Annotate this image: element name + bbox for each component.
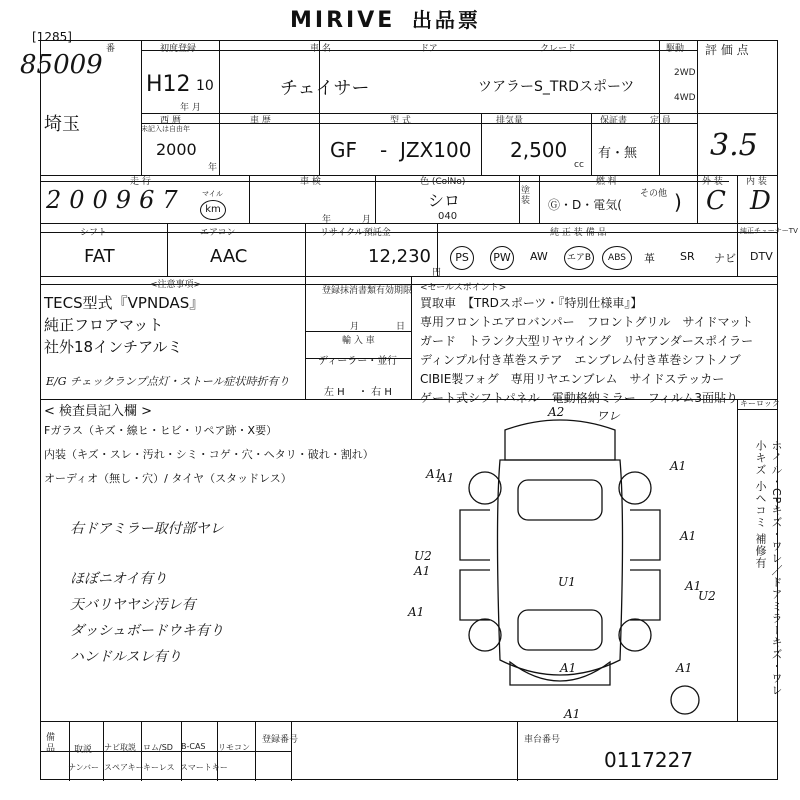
damage-mark: A1	[680, 529, 697, 543]
damage-mark: A2	[548, 405, 565, 419]
damage-mark: U2	[698, 589, 716, 603]
model-dash: -	[380, 138, 388, 162]
note-handwritten: E/G チェックランプ点灯・ストール症状時折有り	[46, 375, 290, 388]
damage-mark: U1	[558, 575, 576, 589]
model-year: 2000	[156, 140, 197, 159]
displacement: 2,500	[510, 138, 568, 162]
audio-line: オーディオ（無し・穴）/ タイヤ（スタッドレス）	[44, 472, 292, 485]
glass-line: Fガラス（キズ・線ヒ・ヒビ・リペア跡・X要）	[44, 424, 278, 437]
equip-pw: PW	[490, 246, 514, 270]
label-ban: 番	[106, 44, 116, 54]
chassis-number: 0117227	[604, 748, 694, 772]
label-mile-unit: マイル	[202, 190, 223, 198]
label-fuel: 燃 料	[596, 177, 617, 187]
displacement-unit: cc	[574, 160, 584, 170]
label-reg-expiry: 登録抹消書類有効期限	[322, 286, 413, 296]
equip-leather: 革	[644, 252, 655, 265]
color-name: シロ	[428, 191, 461, 210]
comment-line: ダッシュボードウキ有り	[70, 623, 224, 639]
warranty-value: 有・無	[598, 146, 638, 161]
car-name: チェイサー	[280, 78, 370, 99]
equip-airbag: エアB	[564, 246, 594, 270]
label-first-reg: 初度登録	[160, 44, 197, 54]
footer-remote: リモコン	[218, 743, 250, 752]
equip-ps: PS	[450, 246, 474, 270]
lot-number: 85009	[20, 50, 103, 80]
evaluation-score: 3.5	[710, 128, 758, 163]
label-owner-history: 車 歴	[250, 116, 271, 126]
footer-plate: ナンバー	[68, 763, 100, 772]
form-name: 出品票	[411, 8, 481, 32]
equip-navi: ナビ	[714, 252, 736, 265]
label-inspection: 車 検	[300, 177, 321, 187]
grade-name: ツアラーS_TRDスポーツ	[478, 79, 635, 95]
footer-rom: ロム/SD	[143, 743, 173, 752]
footer-smart-key: スマートキー	[180, 763, 228, 772]
sales-point: ゲート式シフトパネル 電動格納ミラー フィルム3面貼り	[420, 391, 738, 405]
label-grade: クレード	[540, 44, 577, 54]
label-shift: シフト	[80, 228, 108, 238]
label-sales-points: <セールスポイント>	[420, 283, 507, 293]
label-drive: 駆動	[666, 44, 685, 54]
equip-sr: SR	[680, 250, 695, 263]
sales-point: 専用フロントエアロバンパー フロントグリル サイドマット	[420, 315, 754, 329]
label-chassis-number: 車台番号	[524, 735, 561, 745]
interior-grade: D	[750, 186, 771, 216]
equip-dtv: DTV	[750, 250, 773, 263]
reg-day: 日	[396, 322, 406, 332]
label-capacity: 定 員	[650, 116, 671, 126]
damage-mark: A1	[426, 467, 443, 481]
comment-line: ハンドルスレ有り	[70, 649, 182, 665]
color-code: 040	[438, 211, 458, 222]
label-year: 西 暦	[160, 116, 181, 126]
comment-line: 天バリヤヤシ汚レ有	[70, 597, 196, 613]
label-car-name: 車 名	[310, 44, 331, 54]
model-prefix: GF	[330, 138, 358, 162]
notes-list	[44, 292, 204, 358]
damage-mark: A1	[670, 459, 687, 473]
inspector-comments	[70, 518, 224, 666]
damage-mark: A1	[438, 471, 455, 485]
sales-point: CIBIE製フォグ 専用リヤエンブレム サイドステッカー	[420, 372, 725, 386]
form-title	[290, 4, 481, 33]
label-recycle: リサイクル預託金	[320, 228, 391, 238]
label-tv-tuner: 純正チューナーTV	[740, 227, 798, 235]
drive-2wd: 2WD	[674, 68, 696, 78]
sales-point: ガード トランク大型リヤウイング リヤアンダースポイラー	[420, 334, 754, 348]
label-model: 型 式	[390, 116, 411, 126]
damage-mark: A1	[408, 605, 425, 619]
exterior-grade: C	[706, 186, 726, 216]
note-line: TECS型式『VPNDAS』	[44, 294, 205, 312]
label-keylock: キーロック	[740, 399, 780, 408]
km-circle	[200, 200, 226, 220]
label-displacement: 排気量	[496, 116, 524, 126]
car-damage-diagram	[400, 400, 736, 720]
footer-manual: 取説	[74, 745, 93, 755]
label-fuel-other: その他	[640, 189, 668, 199]
equipment-list	[446, 246, 780, 270]
label-door: ドア	[420, 44, 438, 54]
footer-spare-key: スペアキー	[104, 763, 144, 772]
reg-month: 月	[350, 322, 360, 332]
footer-navi-manual: ナビ取説	[104, 743, 136, 752]
damage-mark: A1	[560, 661, 577, 675]
sales-point: ディンプル付き革巻ステア エンブレム付き革巻シフトノブ	[420, 353, 741, 367]
label-equipment: 純 正 装 備 品	[550, 228, 607, 238]
label-spare-items: 備品	[46, 733, 56, 754]
recycle-fee: 12,230	[368, 246, 431, 267]
drive-4wd: 4WD	[674, 93, 696, 103]
damage-mark: A1	[685, 579, 702, 593]
recycle-yen: 円	[432, 268, 442, 278]
import-lh: 左 H	[324, 387, 345, 398]
label-paint: 塗 装	[521, 186, 531, 206]
comment-line: ほぼニオイ有り	[70, 571, 168, 587]
label-import: 輸 入 車	[342, 336, 375, 346]
interior-line: 内装（キズ・スレ・汚れ・シミ・コゲ・穴・ヘタリ・破れ・割れ）	[44, 448, 374, 461]
note-line: 純正フロアマット	[44, 316, 164, 334]
label-exterior: 外 装	[702, 177, 723, 187]
label-mileage: 走 行	[130, 177, 151, 187]
first-reg-month: 10	[196, 78, 214, 94]
equip-aw: AW	[530, 250, 548, 263]
label-warranty: 保証書	[600, 116, 628, 126]
import-dealer: ディーラー・並行	[318, 356, 398, 367]
side-legend: ホイル・CPキズ・ワレ／ドアミラーキズ・ワレ 小キズ 小ヘコミ 補修有	[754, 440, 783, 697]
damage-mark: ワレ	[596, 409, 621, 423]
sales-points-list	[420, 294, 753, 408]
label-color: 色 (ColNo)	[420, 177, 466, 187]
inspection-month: 月	[362, 215, 372, 225]
label-reg-number: 登録番号	[262, 735, 299, 745]
label-year-month: 年 月	[180, 103, 201, 113]
model-code: JZX100	[400, 138, 472, 162]
damage-mark: U2	[414, 549, 432, 563]
region: 埼玉	[44, 114, 80, 135]
import-rh: ・ 右 H	[358, 387, 392, 398]
fuel-options: Ⓖ・D・電気(	[548, 198, 622, 212]
label-aircon: エアコン	[200, 228, 236, 238]
sales-point: 買取車 【TRDスポーツ・『特別仕様車』】	[420, 296, 643, 310]
km-label: km	[205, 204, 221, 215]
inspector-title: < 検査員記入欄 >	[44, 404, 153, 419]
inspection-year: 年	[322, 215, 332, 225]
damage-mark: A1	[414, 564, 431, 578]
damage-mark: A1	[676, 661, 693, 675]
fuel-close-paren: )	[674, 190, 682, 214]
brand-name: MIRIVE	[290, 8, 396, 33]
label-year-note: 未記入は自由年	[141, 125, 190, 133]
label-eval-score: 評 価 点	[705, 43, 749, 57]
year-suffix: 年	[208, 163, 218, 173]
footer-bcas: B-CAS	[181, 742, 206, 751]
label-interior: 内 装	[746, 177, 767, 187]
lot-bracket: [1285]	[32, 30, 72, 44]
damage-mark: A1	[564, 707, 581, 720]
comment-line: 右ドアミラー取付部ヤレ	[70, 521, 224, 537]
aircon-value: AAC	[210, 246, 248, 267]
equip-abs: ABS	[602, 246, 632, 270]
mileage-value: 200967	[46, 186, 186, 214]
footer-keyless: キーレス	[143, 763, 175, 772]
note-line: 社外18インチアルミ	[44, 338, 183, 356]
first-reg-era: H12	[146, 72, 191, 97]
shift-value: FAT	[84, 246, 115, 267]
label-notes: <注意事項>	[150, 280, 202, 290]
